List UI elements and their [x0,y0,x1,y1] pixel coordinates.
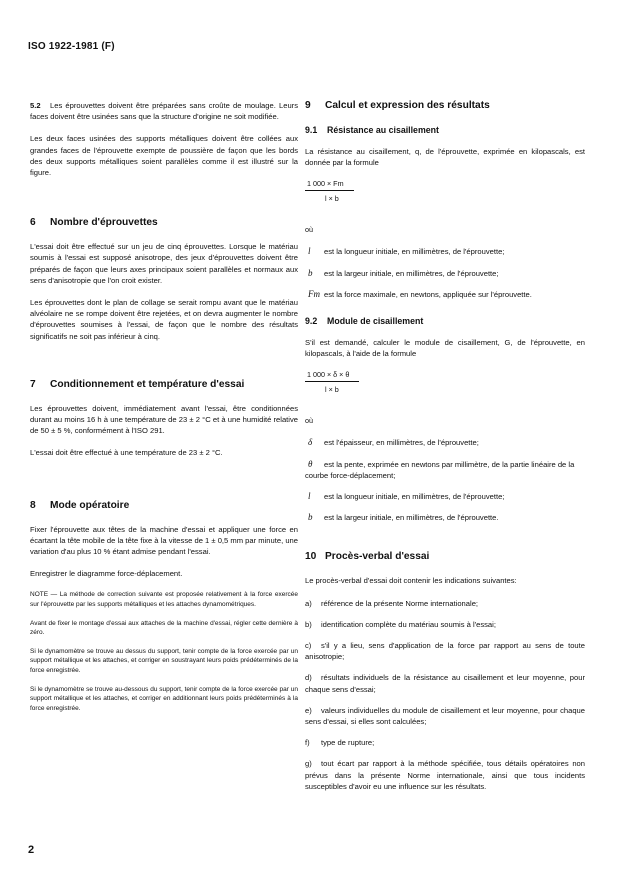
list-item: c) s'il y a lieu, sens d'application de la force par rapport au sens de toute anisotropie; [305,641,585,662]
list-item: f) type de rupture; [305,738,375,748]
right-column [305,100,585,802]
formula-1-denominator: l × b [325,194,339,204]
section-6-heading: 6 Nombre d'éprouvettes [30,217,158,229]
section-8-note: NOTE — La méthode de correction suivante est proposée relativement à la force exercée sur l'éprouvette par les supports métalliques et les attaches dynamométriques. [30,591,298,609]
section-8-paragraph-1: Fixer l'éprouvette aux têtes de la machine d'essai et appliquer une force en écartant la tête mobile de la tête fixe à la vitesse de 1 ± 0,5 mm par minute, une variation d'au plus 10 % étant admise pendant l'essai. [30,524,298,557]
list-item: e) valeurs individuelles du module de cisaillement et leur moyenne, pour chaque sens d'essai, si elles sont calculées; [305,705,585,727]
section-9-1-heading: 9.1 Résistance au cisaillement [305,125,439,135]
definition-theta: θ est la pente, exprimée en newtons par millimètre, de la partie linéaire de la courbe force-déplacement; [305,458,575,480]
list-item: g) tout écart par rapport à la méthode spécifiée, tous détails opératoires non prévus dans la présente Norme internationale, ainsi que tous incidents susceptibles d'avoir eu une influence sur les résultats. [305,759,585,791]
definition-b-2: b est la largeur initiale, en millimètres, de l'éprouvette. [308,512,499,523]
definition-fm: Fm est la force maximale, en newtons, appliquée sur l'éprouvette. [308,288,532,299]
section-7-paragraph-2: L'essai doit être effectué à une température de 23 ± 2 °C. [30,448,223,458]
definition-l: l est la longueur initiale, en millimètres, de l'éprouvette; [308,246,505,257]
section-6-paragraph-2: Les éprouvettes dont le plan de collage se serait rompu avant que le matériau alvéolaire ne se rompe doivent être rejetées, et on devra augmenter le nombre d'éprouvettes soumises à l'essai, de façon que le nombre des résultats significatifs ne soit pas inférieur à cinq. [30,298,298,341]
section-8-note-2: Avant de fixer le montage d'essai aux attaches de la machine d'essai, régler cette dernière à zéro. [30,619,298,637]
section-8-paragraph-2: Enregistrer le diagramme force-déplacement. [30,569,183,579]
section-8-heading: 8 Mode opératoire [30,499,130,511]
section-5-2-paragraph-1: 5.2 Les éprouvettes doivent être préparées sans croûte de moulage. Leurs faces doivent être usinées sans que la structure d'origine ne soit modifiée. [30,101,298,122]
shear-modulus-formula [305,370,585,394]
formula-1-numerator: 1 000 × Fm [305,179,354,191]
section-5-2-paragraph-2: Les deux faces usinées des supports métalliques doivent être collées aux grandes faces de l'éprouvette exempte de poussière de façon que les bords des deux supports métalliques soient parallèles comme il est illustré sur la figure. [30,134,298,178]
section-8-note-3: Si le dynamomètre se trouve au dessus du support, tenir compte de la force exercée par un support métallique et les attaches, et corriger en soustrayant leurs poids prédéterminés de la force enregistrée. [30,647,298,675]
where-label-2: où [305,416,313,426]
section-9-2-paragraph: S'il est demandé, calculer le module de cisaillement, G, de l'éprouvette, en kilopascals, à l'aide de la formule [305,338,585,359]
shear-strength-formula [305,179,585,203]
list-item: b) identification complète du matériau soumis à l'essai; [305,619,496,629]
list-item: a) référence de la présente Norme internationale; [305,598,479,608]
left-column [30,100,298,722]
where-label-1: où [305,225,313,235]
section-8-note-4: Si le dynamomètre se trouve au-dessous du support, tenir compte de la force exercée par un support métallique et les attaches, et corriger en additionnant leurs poids prédéterminés à la force enregistrée. [30,685,298,712]
definition-l-2: l est la longueur initiale, en millimètres, de l'éprouvette; [308,491,505,502]
section-7-heading: 7 Conditionnement et température d'essai [30,378,245,390]
document-header: ISO 1922-1981 (F) [28,41,115,52]
section-9-2-heading: 9.2 Module de cisaillement [305,316,424,327]
report-items-list [305,598,585,792]
formula-2-numerator: 1 000 × δ × θ [305,370,359,382]
list-item: d) résultats individuels de la résistance au cisaillement et leur moyenne, pour chaque sens d'essai; [305,673,585,694]
definition-delta: δ est l'épaisseur, en millimètres, de l'éprouvette; [308,437,479,448]
section-7-paragraph-1: Les éprouvettes doivent, immédiatement avant l'essai, être conditionnées durant au moins 16 h à une température de 23 ± 2 °C et à une humidité relative de 50 ± 5 %, conformément à l'ISO 291. [30,403,298,436]
section-10-heading: 10 Procès-verbal d'essai [305,551,430,563]
definition-b: b est la largeur initiale, en millimètres, de l'éprouvette; [308,267,499,278]
section-10-paragraph: Le procès-verbal d'essai doit contenir les indications suivantes: [305,576,517,586]
section-6-paragraph-1: L'essai doit être effectué sur un jeu de cinq éprouvettes. Lorsque le matériau soumis à l'essai est supposé anisotrope, des jeux d'éprouvettes doivent être préparés de façon que leurs axes principaux soient parallèles et normaux aux sens d'anisotropie que l'on croit exister. [30,242,298,285]
section-9-heading: 9 Calcul et expression des résultats [305,100,490,111]
section-9-1-paragraph: La résistance au cisaillement, q, de l'éprouvette, exprimée en kilopascals, est donnée par la formule [305,147,585,168]
formula-2-denominator: l × b [325,385,339,395]
page-number: 2 [28,844,35,856]
